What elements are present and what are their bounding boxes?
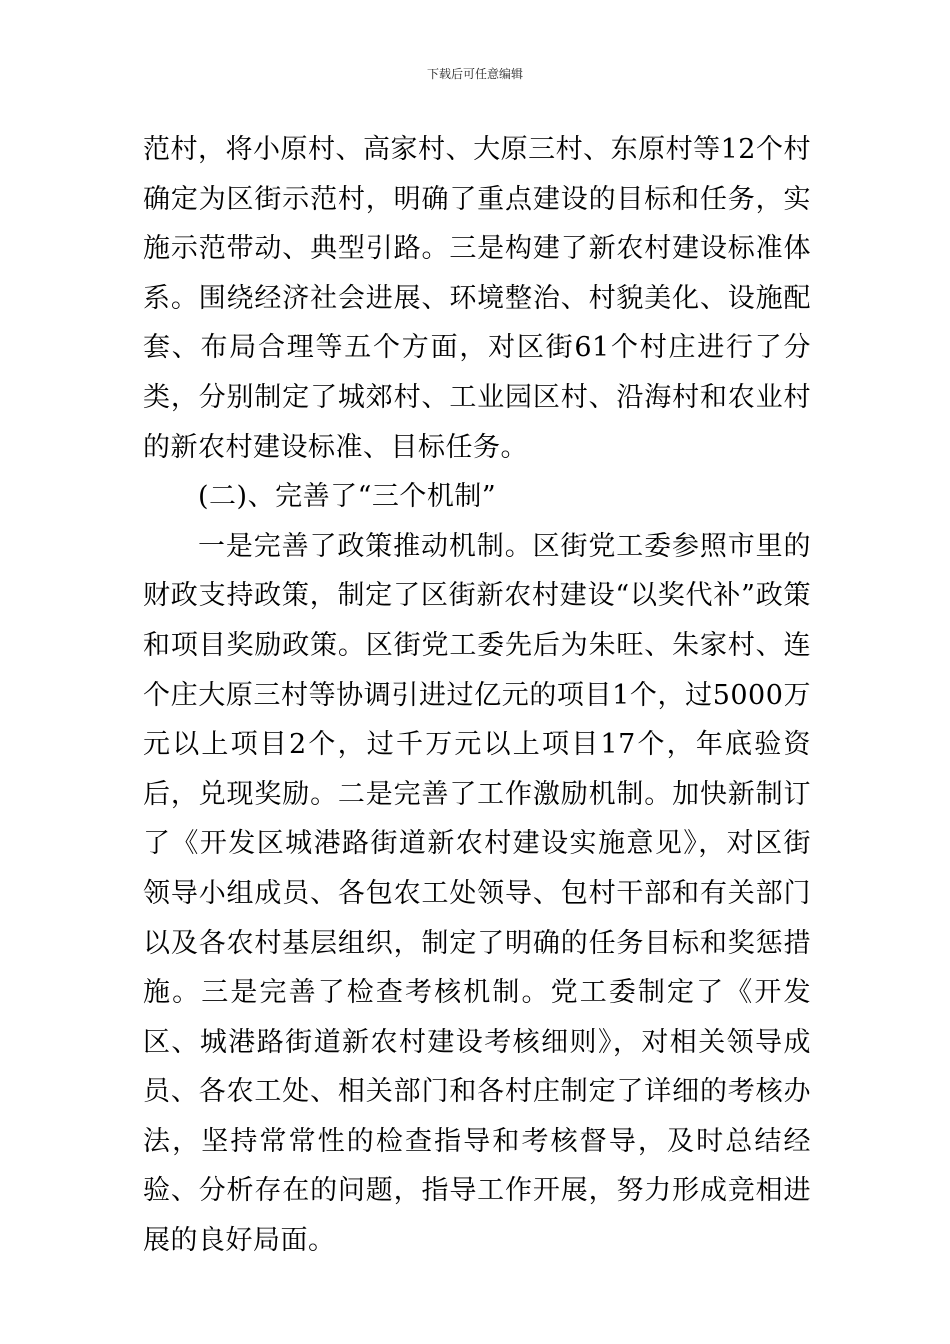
paragraph-continuation: 范村，将小原村、高家村、大原三村、东原村等12个村确定为区街示范村，明确了重点建设的目标和任务，实施示范带动、典型引路。三是构建了新农村建设标准体系。围绕经济社会进展、环境整治、村貌美化、设施配套、布局合理等五个方面，对区街61个村庄进行了分类，分别制定了城郊村、工业园区村、沿海村和农业村的新农村建设标准、目标任务。: [143, 134, 811, 463]
page-header: 下载后可任意编辑: [426, 67, 523, 81]
document-body: [143, 125, 811, 1266]
section-heading: (二)、完善了“三个机制”: [198, 481, 497, 513]
paragraph-mechanisms: 一是完善了政策推动机制。区街党工委参照市里的财政支持政策，制定了区街新农村建设“以奖代补”政策和项目奖励政策。区街党工委先后为朱旺、朱家村、连个庄大原三村等协调引进过亿元的项目1个，过5000万元以上项目2个，过千万元以上项目17个，年底验资后，兑现奖励。二是完善了工作激励机制。加快新制订了《开发区城港路街道新农村建设实施意见》，对区街领导小组成员、各包农工处领导、包村干部和有关部门以及各农村基层组织，制定了明确的任务目标和奖惩措施。三是完善了检查考核机制。党工委制定了《开发区、城港路街道新农村建设考核细则》，对相关领导成员、各农工处、相关部门和各村庄制定了详细的考核办法，坚持常常性的检查指导和考核督导，及时总结经验、分析存在的问题，指导工作开展，努力形成竞相进展的良好局面。: [143, 530, 811, 1257]
